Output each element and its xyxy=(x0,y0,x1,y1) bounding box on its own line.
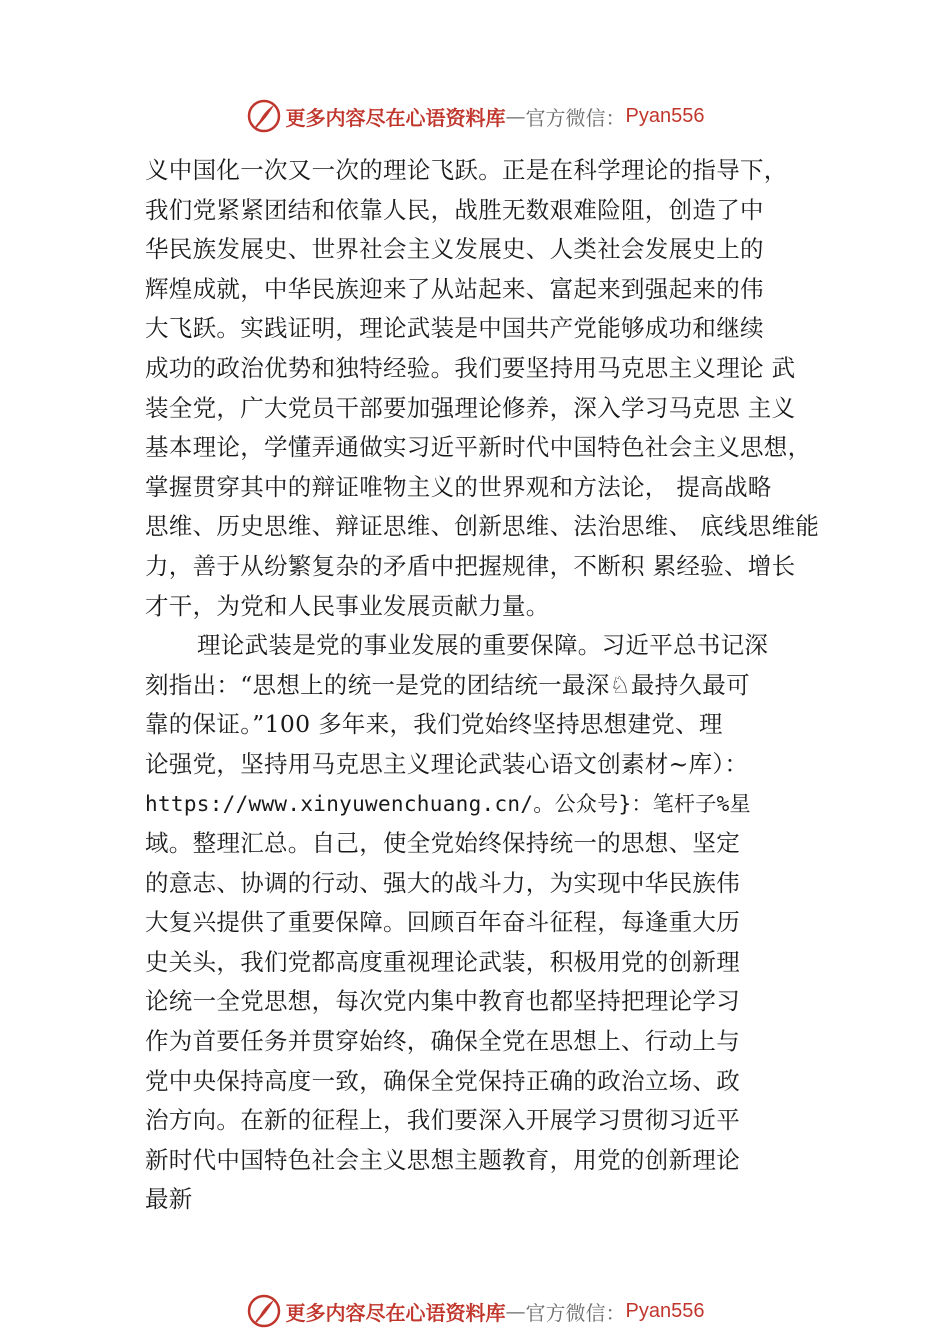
banner-wechat-label: 官方微信： xyxy=(525,105,626,130)
text-line: 力，善于从纷繁复杂的矛盾中把握规律，不断积 累经验、增长 xyxy=(145,551,796,580)
text-line: 义中国化一次又一次的理论飞跃。正是在科学理论的指导下， xyxy=(145,156,788,184)
text-line: 最新 xyxy=(145,1185,193,1214)
text-line: 装全党，广大党员干部要加强理论修养，深入学习马克思 主义 xyxy=(145,393,796,422)
banner-wechat-label: 官方微信： xyxy=(525,1300,626,1325)
text-line: 思维、历史思维、辩证思维、创新思维、法治思维、 底线思维能 xyxy=(145,512,820,541)
quill-logo-icon xyxy=(246,1293,282,1329)
text-line: 华民族发展史、世界社会主义发展史、人类社会发展史上的 xyxy=(145,235,764,264)
text-line: 治方向。在新的征程上，我们要深入开展学习贯彻习近平 xyxy=(145,1106,740,1135)
text-line: 成功的政治优势和独特经验。我们要坚持用马克思主义理论 武 xyxy=(145,353,796,382)
banner-title: 更多内容尽在心语资料库 xyxy=(285,1300,506,1325)
paragraph-start-line: 理论武装是党的事业发展的重要保障。习近平总书记深 xyxy=(197,631,769,660)
banner-dash: — xyxy=(505,1299,526,1323)
text-line: 新时代中国特色社会主义思想主题教育，用党的创新理论 xyxy=(145,1145,740,1174)
text-line: 辉煌成就，中华民族迎来了从站起来、富起来到强起来的伟 xyxy=(145,274,764,303)
text-line: 刻指出：“思想上的统一是党的团结统一最深♘最持久最可 xyxy=(145,670,750,699)
banner-dash: — xyxy=(505,104,526,128)
text-line: 域。整理汇总。自己，使全党始终保持统一的思想、坚定 xyxy=(145,829,740,858)
text-line: 论统一全党思想，每次党内集中教育也都坚持把理论学习 xyxy=(145,987,740,1016)
text-line: 才干，为党和人民事业发展贡献力量。 xyxy=(145,591,550,620)
text-line: 掌握贯穿其中的辩证唯物主义的世界观和方法论， 提高战略 xyxy=(145,472,772,501)
text-line: 基本理论，学懂弄通做实习近平新时代中国特色社会主义思想， xyxy=(145,433,812,462)
document-body xyxy=(145,151,835,1220)
quill-logo-icon xyxy=(246,98,282,134)
text-line: 我们党紧紧团结和依靠人民，战胜无数艰难险阻，创造了中 xyxy=(145,195,764,224)
text-line: 论强党，坚持用马克思主义理论武装心语文创素材~库）： xyxy=(145,749,749,778)
text-line: 大飞跃。实践证明，理论武装是中国共产党能够成功和继续 xyxy=(145,314,764,343)
footer-banner xyxy=(0,1289,950,1333)
text-line: 大复兴提供了重要保障。回顾百年奋斗征程，每逢重大历 xyxy=(145,908,740,937)
text-line: 作为首要任务并贯穿始终，确保全党在思想上、行动上与 xyxy=(145,1027,740,1056)
text-line: 靠的保证。”100 多年来，我们党始终坚持思想建党、理 xyxy=(145,710,723,739)
text-line: 党中央保持高度一致，确保全党保持正确的政治立场、政 xyxy=(145,1066,740,1095)
url-line: https://www.xinyuwenchuang.cn/。公众号}：笔杆子%星 xyxy=(145,791,751,816)
text-line: 史关头，我们党都高度重视理论武装，积极用党的创新理 xyxy=(145,947,740,976)
banner-title: 更多内容尽在心语资料库 xyxy=(285,105,506,130)
banner-wechat-id: Pyan556 xyxy=(625,1299,705,1322)
header-banner xyxy=(0,94,950,138)
banner-wechat-id: Pyan556 xyxy=(625,104,705,127)
text-line: 的意志、协调的行动、强大的战斗力，为实现中华民族伟 xyxy=(145,868,740,897)
